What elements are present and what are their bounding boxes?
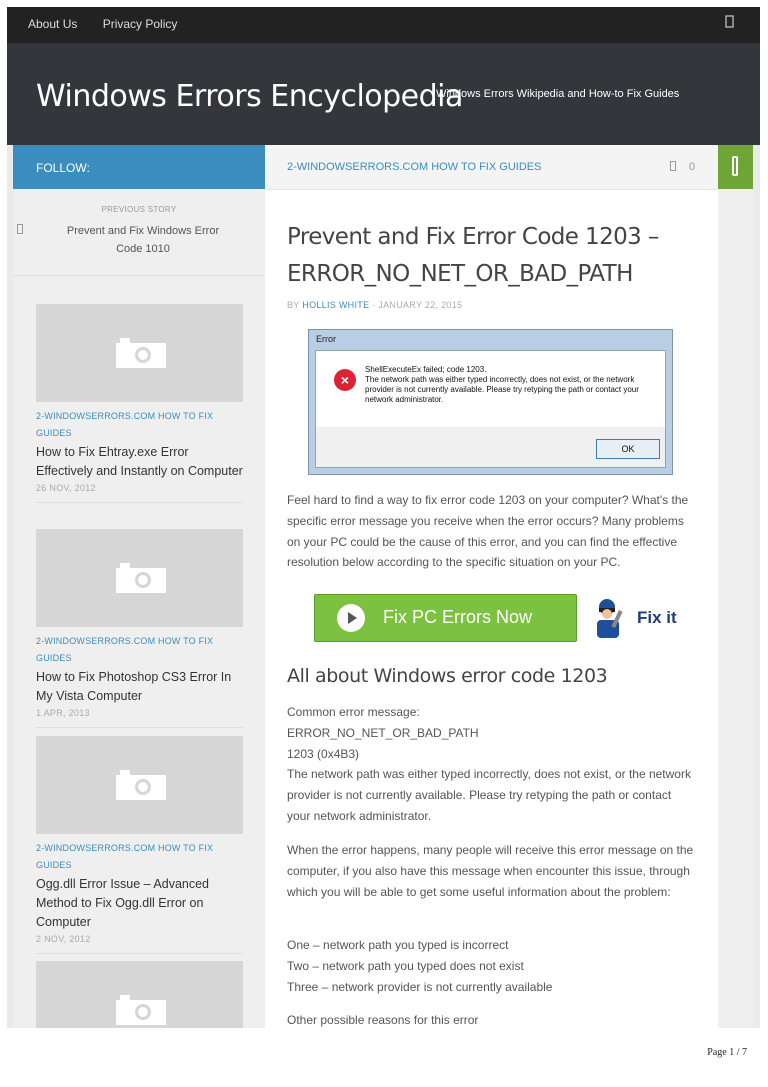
page (7, 7, 760, 1028)
play-icon (337, 604, 365, 632)
byline (287, 300, 462, 310)
error-dialog-title: Error (316, 334, 336, 344)
chevron-left-icon (17, 223, 23, 237)
main-content (265, 145, 718, 1028)
nav-link-about-us[interactable]: About Us (28, 17, 78, 31)
nav-link-privacy-policy[interactable]: Privacy Policy (102, 17, 178, 31)
list-item: One – network path you typed is incorrect (287, 938, 509, 952)
post-category[interactable]: 2-WINDOWSERRORS.COM HOW TO FIX GUIDES (36, 411, 214, 438)
follow-bar (13, 145, 265, 189)
camera-icon (116, 770, 166, 800)
error-constant: ERROR_NO_NET_OR_BAD_PATH (287, 725, 479, 740)
list-item (36, 961, 243, 1028)
error-dialog-screenshot (308, 329, 673, 475)
fixit-logo[interactable] (591, 594, 687, 642)
error-message-line2: The network path was either typed incorrectly, does not exist, or the network provider is not currently available. Please try retyping the path or contact your network administrator. (365, 375, 639, 404)
post-category[interactable]: 2-WINDOWSERRORS.COM HOW TO FIX GUIDES (36, 636, 214, 663)
follow-label: FOLLOW: (36, 161, 90, 175)
camera-icon (116, 995, 166, 1025)
error-message (365, 365, 655, 405)
previous-story-title[interactable]: Prevent and Fix Windows Error Code 1010 (66, 225, 220, 255)
post-thumbnail[interactable] (36, 529, 243, 627)
other-reasons-text: Other possible reasons for this error (287, 1013, 479, 1027)
reason-list (287, 935, 697, 997)
top-nav-bar (7, 7, 760, 43)
post-title[interactable]: How to Fix Ehtray.exe Error Effectively and Instantly on Computer (36, 445, 243, 478)
error-dialog-body (315, 350, 666, 468)
previous-story-label: PREVIOUS STORY (101, 205, 177, 214)
breadcrumb (265, 145, 718, 190)
list-item (36, 529, 243, 728)
site-description: Windows Errors Wikipedia and How-to Fix Guides (436, 88, 680, 100)
common-error-block (287, 702, 697, 827)
fix-pc-errors-button[interactable] (314, 594, 577, 642)
byline-by: BY (287, 300, 300, 310)
site-header (7, 43, 760, 145)
top-nav (28, 17, 199, 31)
error-dialog-footer (316, 427, 665, 467)
divider (36, 953, 243, 954)
article-title: Prevent and Fix Error Code 1203 – ERROR_NO_NET_OR_BAD_PATH (287, 224, 659, 287)
post-thumbnail[interactable] (36, 304, 243, 402)
when-paragraph: When the error happens, many people will receive this error message on the computer, if you also have this message when encounter this issue, through which you will be able to get some useful information about the problem: (287, 843, 694, 899)
post-title[interactable]: Ogg.dll Error Issue – Advanced Method to Fix Ogg.dll Error on Computer (36, 877, 210, 929)
post-date: 2 NOV, 2012 (36, 934, 91, 944)
divider (36, 502, 243, 503)
sidebar-toggle-button[interactable] (718, 145, 753, 189)
error-hex-code: 1203 (0x4B3) (287, 746, 360, 761)
error-description: The network path was either typed incorrectly, does not exist, or the network provider is not currently available. Please try retyping the path or contact your network administrator. (287, 767, 691, 823)
error-icon: × (334, 369, 356, 391)
post-thumbnail[interactable] (36, 961, 243, 1028)
site-title[interactable]: Windows Errors Encyclopedia (36, 79, 463, 114)
post-title[interactable]: How to Fix Photoshop CS3 Error In My Vista Computer (36, 670, 232, 703)
left-sidebar (13, 189, 265, 1028)
list-item (36, 736, 243, 954)
previous-story[interactable] (13, 189, 265, 276)
post-date: · JANUARY 22, 2015 (372, 300, 463, 310)
author-link[interactable]: HOLLIS WHITE (302, 300, 370, 310)
post-date: 1 APR, 2013 (36, 708, 90, 718)
list-item: Three – network provider is not currently available (287, 979, 553, 994)
post-category[interactable]: 2-WINDOWSERRORS.COM HOW TO FIX GUIDES (36, 843, 214, 870)
repairman-icon (593, 598, 627, 638)
page-number: Page 1 / 7 (707, 1047, 747, 1058)
comment-icon[interactable] (670, 161, 676, 174)
fix-pc-errors-label: Fix PC Errors Now (383, 607, 533, 627)
common-error-label: Common error message: (287, 705, 420, 719)
post-thumbnail[interactable] (36, 736, 243, 834)
right-sidebar (718, 189, 753, 1028)
intro-paragraph: Feel hard to find a way to fix error code 1203 on your computer? What's the specific error message you receive when the error occurs? Many problems on your PC could be the cause of this error, and you can find the effective resolution below according to the specific situation on your PC. (287, 493, 689, 570)
list-item: Two – network path you typed does not exist (287, 958, 524, 973)
comment-count[interactable]: 0 (689, 161, 696, 173)
post-date: 26 NOV, 2012 (36, 483, 96, 493)
ok-button: OK (596, 439, 660, 459)
divider (36, 727, 243, 728)
toggle-icon (732, 156, 738, 176)
error-message-line1: ShellExecuteEx failed; code 1203. (365, 365, 487, 374)
search-icon[interactable] (725, 15, 735, 31)
section-heading: All about Windows error code 1203 (287, 665, 608, 687)
camera-icon (116, 563, 166, 593)
camera-icon (116, 338, 166, 368)
list-item (36, 304, 243, 503)
fixit-label: Fix it (637, 608, 677, 627)
breadcrumb-category[interactable]: 2-WINDOWSERRORS.COM HOW TO FIX GUIDES (287, 161, 542, 173)
